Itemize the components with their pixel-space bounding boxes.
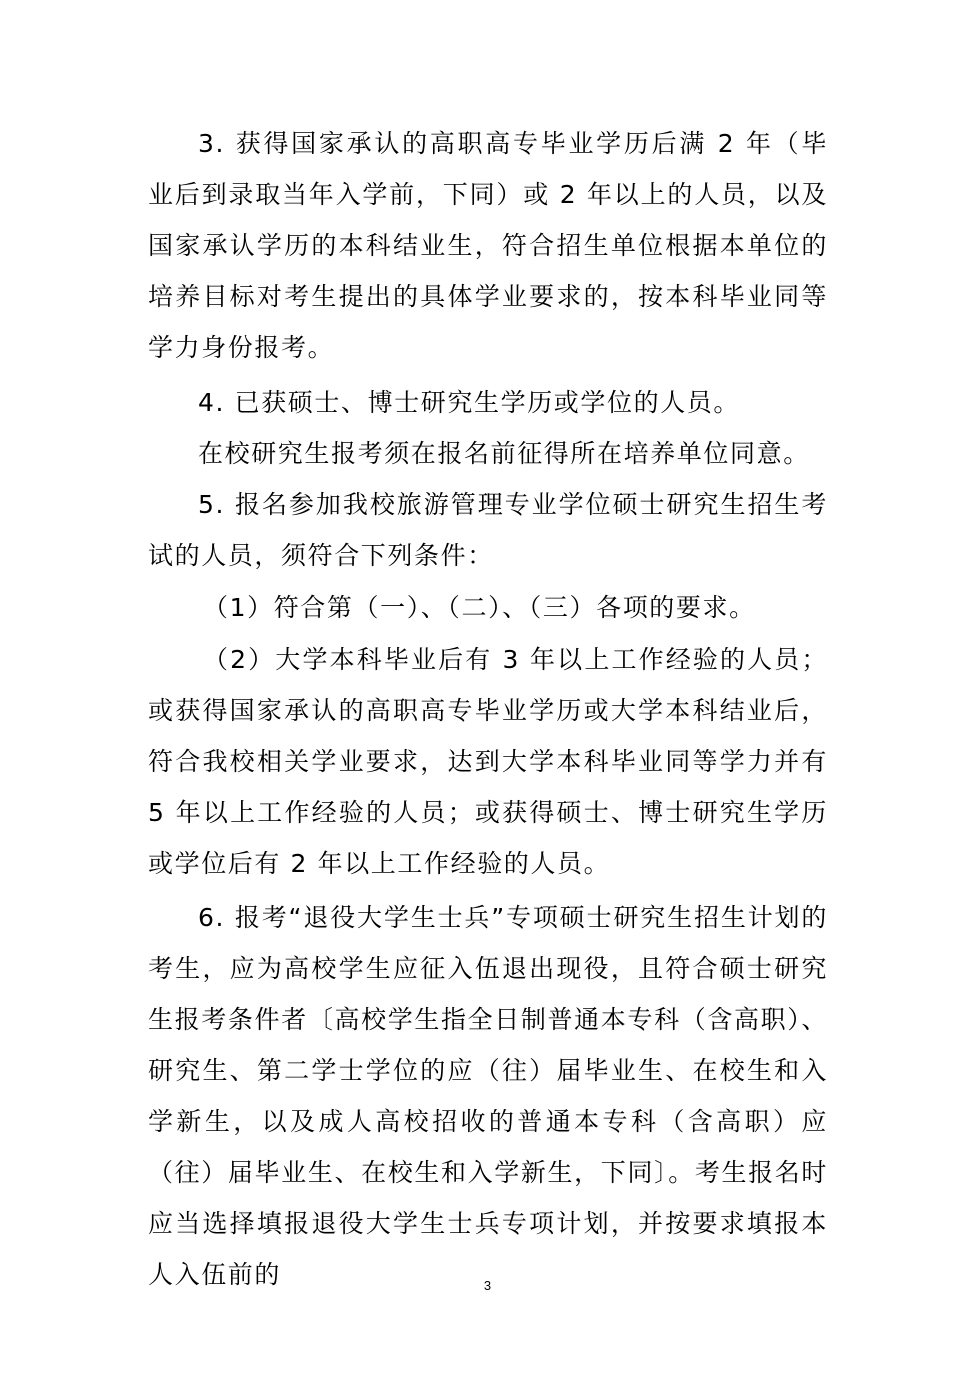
paragraph-item-3: 3. 获得国家承认的高职高专毕业学历后满 2 年（毕业后到录取当年入学前，下同）或 2 年以上的人员，以及国家承认学历的本科结业生，符合招生单位根据本单位的培养目标对考生提出的具体学业要求的，按本科毕业同等学力身份报考。: [148, 129, 828, 362]
paragraph-current-students: 在校研究生报考须在报名前征得所在培养单位同意。: [198, 439, 810, 468]
paragraph-condition-1: （1）符合第（一）、（二）、（三）各项的要求。: [203, 593, 756, 622]
paragraph-item-5: 5. 报名参加我校旅游管理专业学位硕士研究生招生考试的人员，须符合下列条件：: [148, 490, 828, 570]
paragraph-item-4: 4. 已获硕士、博士研究生学历或学位的人员。: [198, 388, 741, 417]
paragraph-condition-2: （2）大学本科毕业后有 3 年以上工作经验的人员；或获得国家承认的高职高专毕业学历或大学本科结业后，符合我校相关学业要求，达到大学本科毕业同等学力并有 5 年以上工作经验的人员；或获得硕士、博士研究生学历或学位后有 2 年以上工作经验的人员。: [148, 645, 828, 878]
paragraph-item-6: 6. 报考“退役大学生士兵”专项硕士研究生招生计划的考生，应为高校学生应征入伍退出现役，且符合硕士研究生报考条件者〔高校学生指全日制普通本专科（含高职）、研究生、第二学士学位的应（往）届毕业生、在校生和入学新生，以及成人高校招收的普通本专科（含高职）应（往）届毕业生、在校生和入学新生，下同〕。考生报名时应当选择填报退役大学生士兵专项计划，并按要求填报本人入伍前的: [148, 903, 828, 1289]
page-number: 3: [483, 1278, 492, 1293]
